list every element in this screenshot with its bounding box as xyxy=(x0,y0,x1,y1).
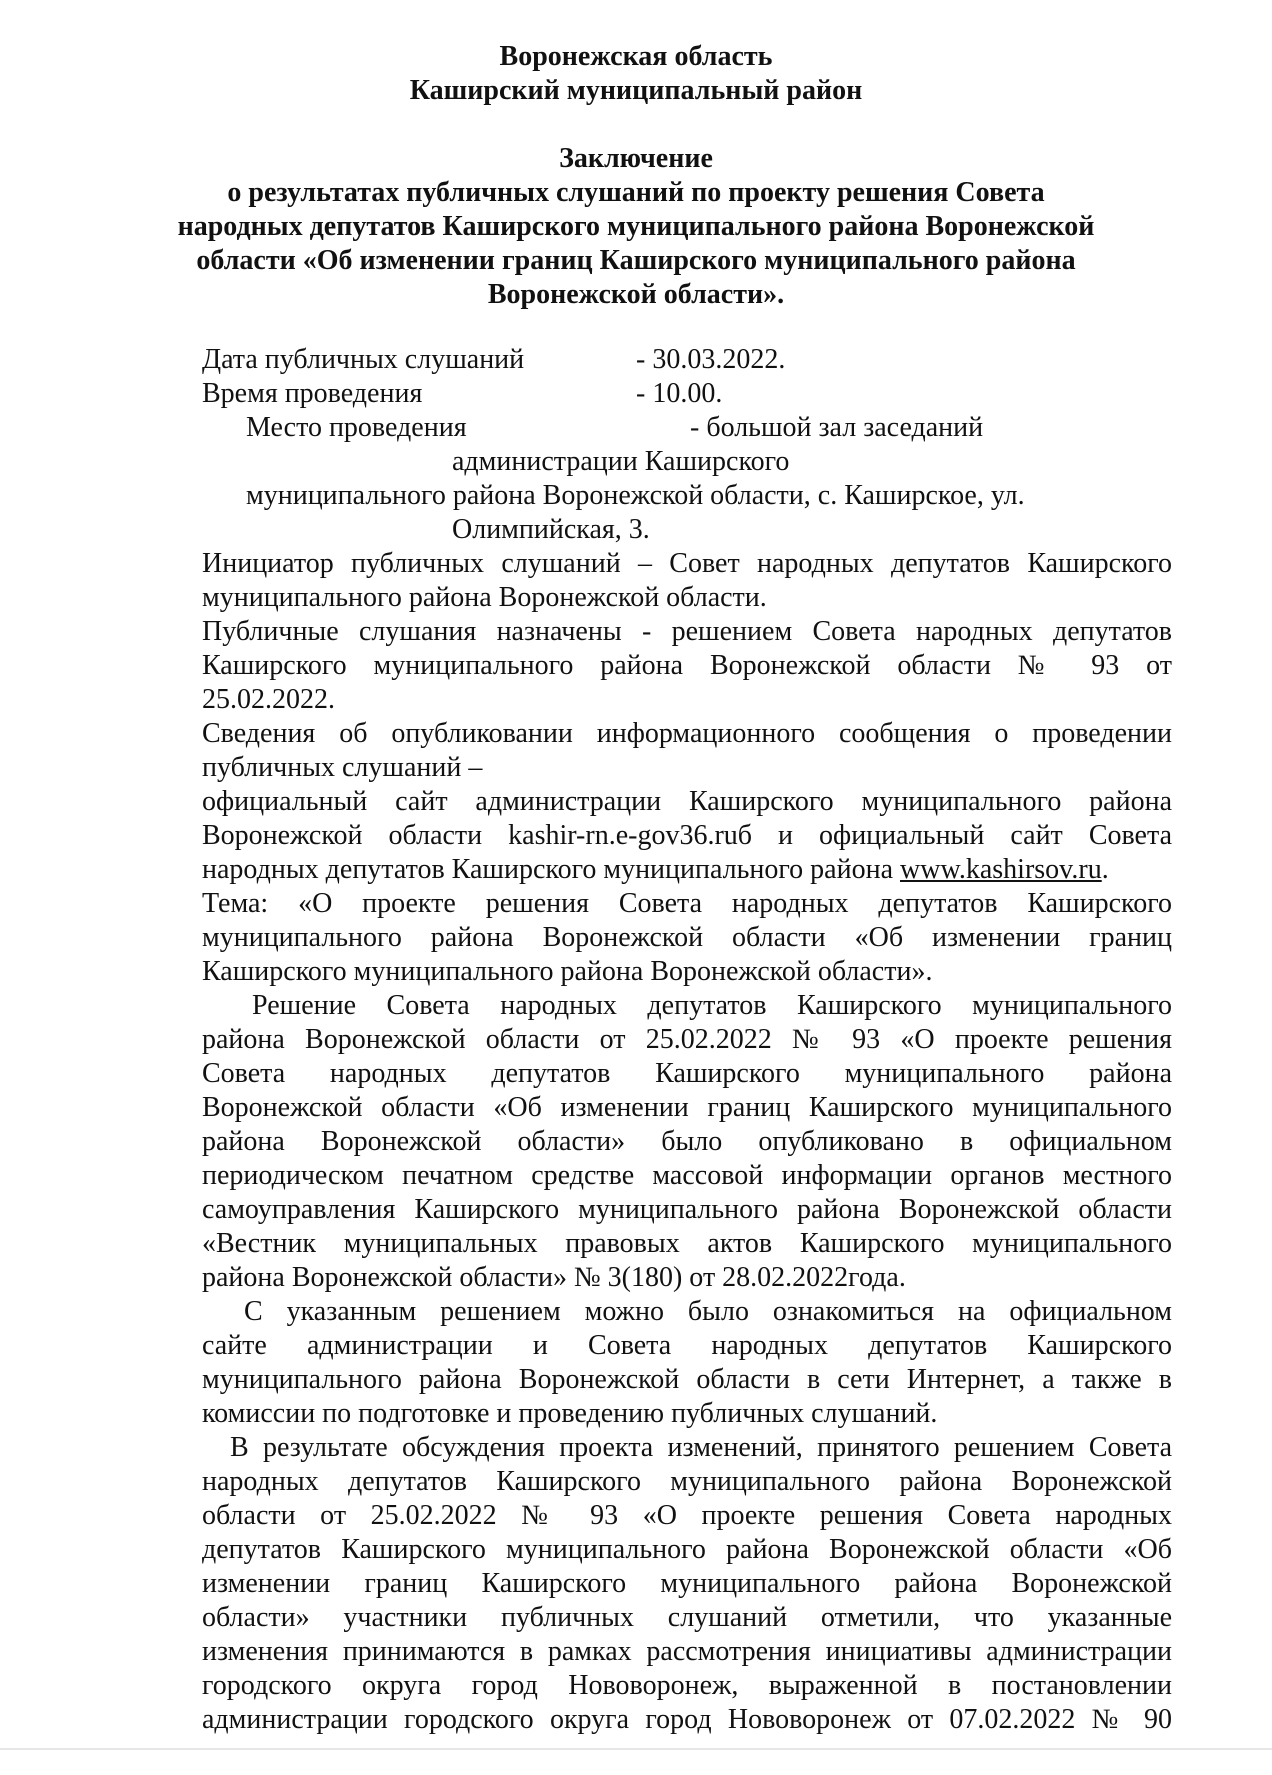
body-line: района Воронежской области» было опубликовано в официальном xyxy=(202,1126,1172,1157)
body-line: В результате обсуждения проекта изменений, принятого решением Совета xyxy=(230,1432,1172,1463)
document-title: Заключение xyxy=(559,143,713,174)
body-line: Каширского муниципального района Воронежской области». xyxy=(202,956,933,987)
document-subtitle-line: Воронежской области». xyxy=(487,279,785,310)
body-line: Воронежской области kashir-rn.e-gov36.ruб и официальный сайт Совета xyxy=(202,820,1172,851)
body-line: городского округа город Нововоронеж, выраженной в постановлении xyxy=(202,1670,1172,1701)
body-line: депутатов Каширского муниципального района Воронежской области «Об xyxy=(202,1534,1172,1565)
body-line: Совета народных депутатов Каширского муниципального района xyxy=(202,1058,1172,1089)
document-subtitle-line: о результатах публичных слушаний по проекту решения Совета xyxy=(227,177,1045,208)
body-line: района Воронежской области от 25.02.2022 № 93 «О проекте решения xyxy=(202,1024,1172,1055)
scan-edge-divider xyxy=(0,1748,1272,1750)
body-line: муниципального района Воронежской области. xyxy=(202,582,767,613)
body-line: официальный сайт администрации Каширского муниципального района xyxy=(202,786,1172,817)
body-line: области от 25.02.2022 № 93 «О проекте решения Совета народных xyxy=(202,1500,1172,1531)
region-heading: Воронежская область xyxy=(499,41,773,72)
body-line: муниципального района Воронежской области в сети Интернет, а также в xyxy=(202,1364,1172,1395)
body-line: Воронежской области «Об изменении границ Каширского муниципального xyxy=(202,1092,1172,1123)
body-text: . xyxy=(1101,854,1109,885)
district-heading: Каширский муниципальный район xyxy=(409,75,863,106)
place-value: - большой зал заседаний xyxy=(690,412,984,443)
place-label: Место проведения xyxy=(246,412,467,443)
body-line: периодическом печатном средстве массовой информации органов местного xyxy=(202,1160,1172,1191)
body-line: комиссии по подготовке и проведению публичных слушаний. xyxy=(202,1398,938,1429)
body-line: Каширского муниципального района Воронежской области № 93 от xyxy=(202,650,1172,681)
body-line: Публичные слушания назначены - решением Совета народных депутатов xyxy=(202,616,1172,647)
place-value: Олимпийская, 3. xyxy=(452,514,650,545)
body-line: «Вестник муниципальных правовых актов Каширского муниципального xyxy=(202,1228,1172,1259)
time-value: - 10.00. xyxy=(636,378,723,409)
body-line: изменении границ Каширского муниципального района Воронежской xyxy=(202,1568,1172,1599)
place-value: муниципального района Воронежской области, с. Каширское, ул. xyxy=(246,480,1025,511)
body-line: сайте администрации и Совета народных депутатов Каширского xyxy=(202,1330,1172,1361)
body-line: администрации городского округа город Нововоронеж от 07.02.2022 № 90 xyxy=(202,1704,1172,1735)
body-line: 25.02.2022. xyxy=(202,684,335,715)
website-link[interactable]: www.kashirsov.ru xyxy=(900,854,1102,885)
date-value: - 30.03.2022. xyxy=(636,344,786,375)
body-text: народных депутатов Каширского муниципального района xyxy=(202,854,901,885)
body-line: Решение Совета народных депутатов Каширского муниципального xyxy=(252,990,1172,1021)
document-subtitle-line: народных депутатов Каширского муниципального района Воронежской xyxy=(177,211,1095,242)
date-label: Дата публичных слушаний xyxy=(202,344,525,375)
body-line: публичных слушаний – xyxy=(202,752,483,783)
body-line: района Воронежской области» № 3(180) от 28.02.2022года. xyxy=(202,1262,906,1293)
body-line xyxy=(202,853,1109,887)
body-line: области» участники публичных слушаний отметили, что указанные xyxy=(202,1602,1172,1633)
place-value: администрации Каширского xyxy=(452,446,790,477)
body-line: муниципального района Воронежской области «Об изменении границ xyxy=(202,922,1172,953)
time-label: Время проведения xyxy=(202,378,423,409)
body-line: изменения принимаются в рамках рассмотрения инициативы администрации xyxy=(202,1636,1172,1667)
body-line: Сведения об опубликовании информационного сообщения о проведении xyxy=(202,718,1172,749)
body-line: Тема: «О проекте решения Совета народных депутатов Каширского xyxy=(202,888,1172,919)
body-line: народных депутатов Каширского муниципального района Воронежской xyxy=(202,1466,1172,1497)
body-line: Инициатор публичных слушаний – Совет народных депутатов Каширского xyxy=(202,548,1172,579)
body-line: С указанным решением можно было ознакомиться на официальном xyxy=(244,1296,1172,1327)
body-line: самоуправления Каширского муниципального района Воронежской области xyxy=(202,1194,1172,1225)
document-subtitle-line: области «Об изменении границ Каширского муниципального района xyxy=(196,245,1076,276)
